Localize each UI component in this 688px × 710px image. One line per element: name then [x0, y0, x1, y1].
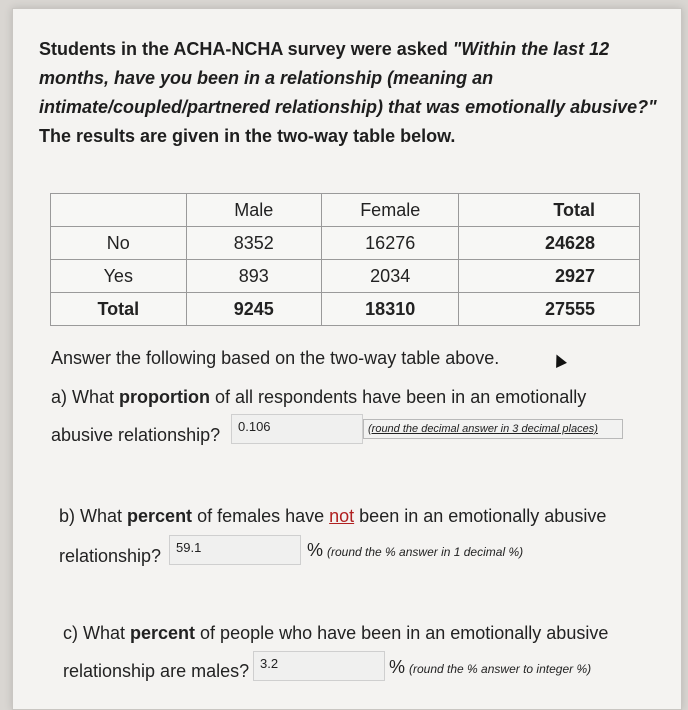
table-cell: 8352 — [186, 227, 321, 260]
question-a-line2: abusive relationship? — [51, 425, 221, 445]
table-cell: Yes — [51, 260, 187, 293]
table-header-row — [51, 194, 640, 227]
table-cell: No — [51, 227, 187, 260]
intro-paragraph — [39, 35, 659, 151]
answer-a-hint: (round the decimal answer in 3 decimal places) — [363, 419, 623, 439]
answer-b-hint: % (round the % answer in 1 decimal %) — [307, 540, 524, 560]
question-a-line1: a) What proportion of all respondents have been in an emotionally — [51, 387, 587, 407]
answer-c-input[interactable]: 3.2 — [253, 651, 385, 681]
instructions-text: Answer the following based on the two-way table above. — [51, 348, 500, 368]
worksheet-page — [12, 8, 682, 710]
question-b-line1: b) What percent of females have not been in an emotionally abusive — [59, 506, 607, 526]
table-cell: 9245 — [186, 293, 321, 326]
table-row — [51, 260, 640, 293]
table-row — [51, 227, 640, 260]
question-c-line2: relationship are males? — [63, 661, 250, 681]
table-cell: Total — [51, 293, 187, 326]
question-b-line2: relationship? — [59, 546, 162, 566]
two-way-table — [50, 193, 640, 326]
intro-line1a: Students in the ACHA-NCHA survey were asked — [39, 39, 453, 59]
question-c-line1: c) What percent of people who have been in an emotionally abusive — [63, 623, 609, 643]
table-cell: 893 — [186, 260, 321, 293]
table-header-cell: Total — [459, 194, 640, 227]
answer-b-input[interactable]: 59.1 — [169, 535, 301, 565]
intro-line3: intimate/coupled/partnered relationship) that was emotionally abusive?" — [39, 97, 657, 117]
table-cell: 2034 — [321, 260, 459, 293]
table-header-cell: Male — [186, 194, 321, 227]
answer-a-input[interactable]: 0.106 — [231, 414, 363, 444]
table-cell: 18310 — [321, 293, 459, 326]
table-row — [51, 293, 640, 326]
table-cell: 16276 — [321, 227, 459, 260]
intro-line1b: "Within the last 12 — [452, 39, 610, 59]
table-header-cell — [51, 194, 187, 227]
answer-c-hint: % (round the % answer to integer %) — [389, 657, 592, 677]
intro-line2: months, have you been in a relationship (meaning an — [39, 68, 494, 88]
table-cell: 2927 — [459, 260, 640, 293]
mouse-cursor-icon — [551, 352, 567, 368]
table-cell: 24628 — [459, 227, 640, 260]
table-header-cell: Female — [321, 194, 459, 227]
intro-line4: The results are given in the two-way table below. — [39, 126, 456, 146]
table-cell: 27555 — [459, 293, 640, 326]
